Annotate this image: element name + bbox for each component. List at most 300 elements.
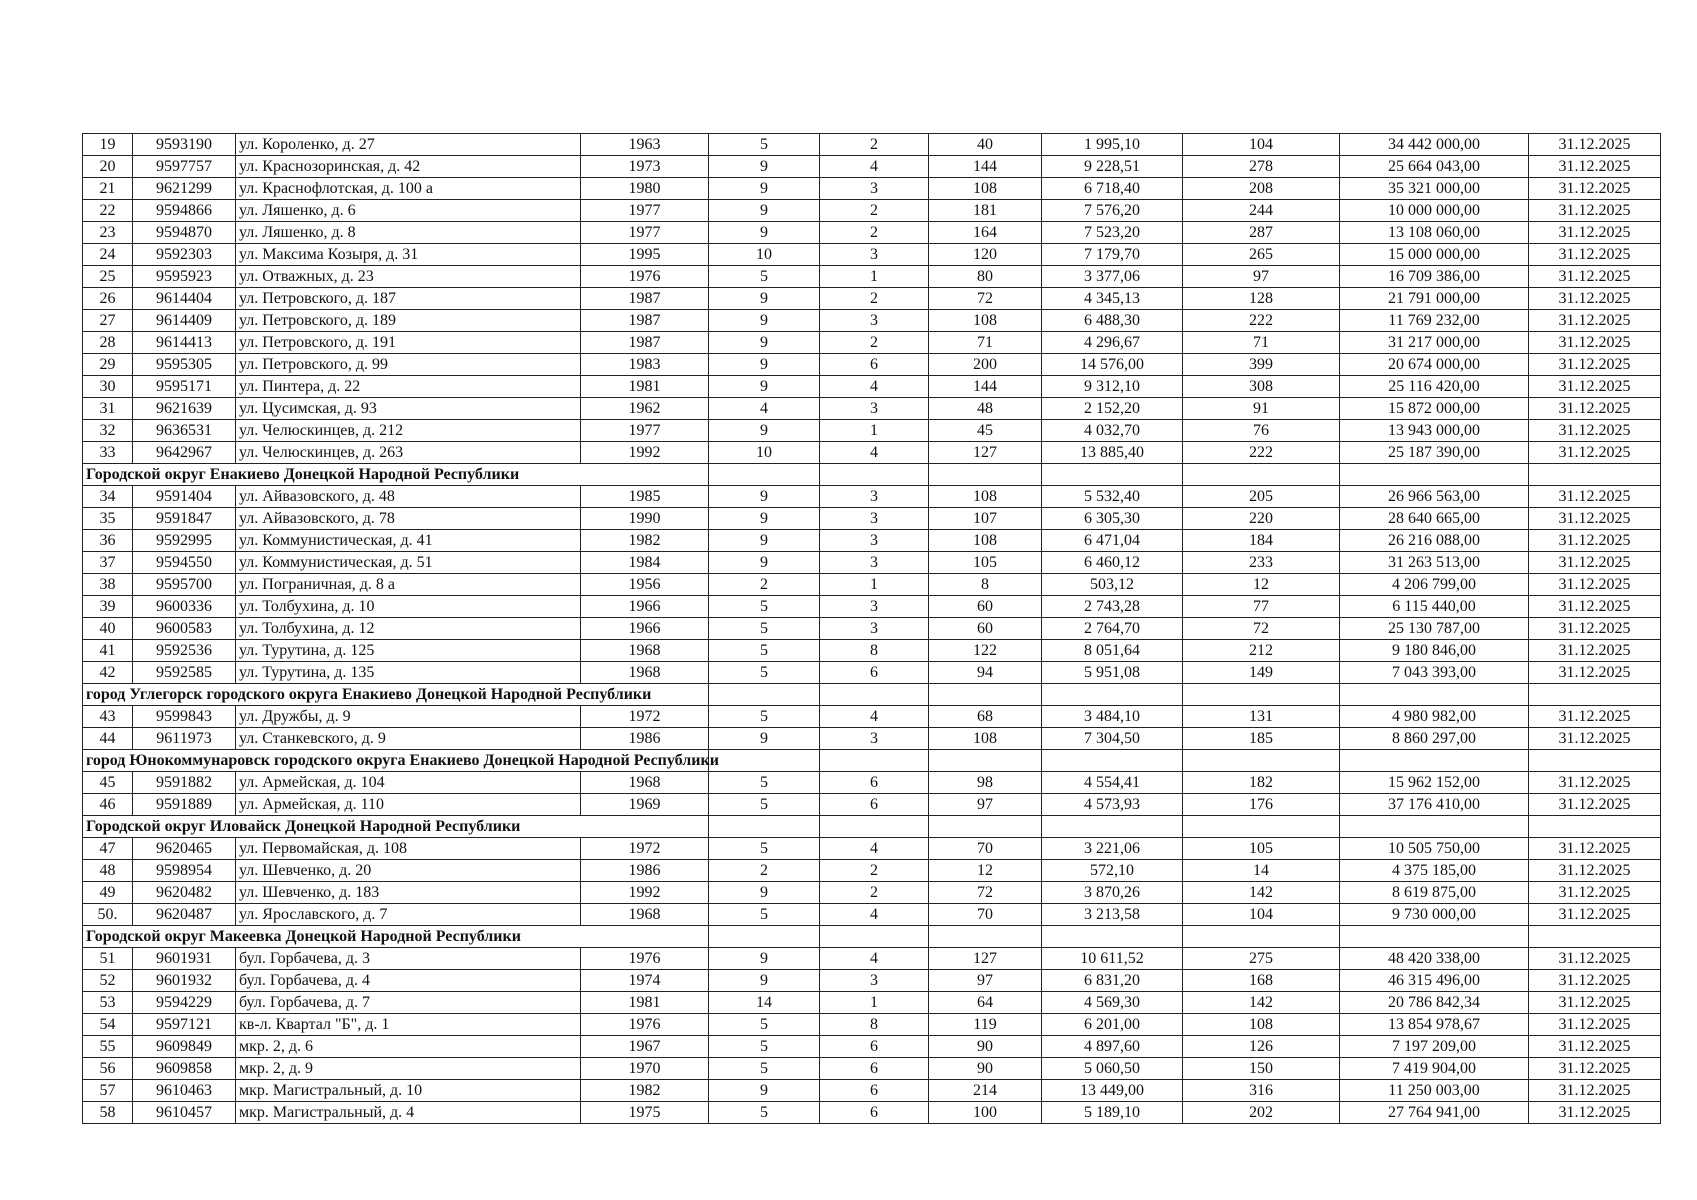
address-cell: ул. Турутина, д. 135 [236,662,581,684]
row-number-cell: 29 [83,354,133,376]
object-id-cell: 9620482 [133,882,236,904]
address-cell: ул. Первомайская, д. 108 [236,838,581,860]
residents-cell: 108 [1183,1014,1340,1036]
row-number-cell: 48 [83,860,133,882]
year-built-cell: 1992 [581,442,709,464]
empty-cell [929,816,1042,838]
address-cell: кв-л. Квартал "Б", д. 1 [236,1014,581,1036]
row-number-cell: 35 [83,508,133,530]
year-built-cell: 1990 [581,508,709,530]
empty-cell [1183,684,1340,706]
empty-cell [820,464,929,486]
deadline-cell: 31.12.2025 [1529,1102,1661,1124]
entrances-cell: 3 [820,486,929,508]
row-number-cell: 30 [83,376,133,398]
deadline-cell: 31.12.2025 [1529,1058,1661,1080]
address-cell: ул. Армейская, д. 104 [236,772,581,794]
section-header-row [83,464,1661,486]
apartments-cell: 90 [929,1036,1042,1058]
entrances-cell: 8 [820,640,929,662]
object-id-cell: 9600583 [133,618,236,640]
area-cell: 4 554,41 [1042,772,1183,794]
object-id-cell: 9609858 [133,1058,236,1080]
entrances-cell: 6 [820,1058,929,1080]
row-number-cell: 41 [83,640,133,662]
table-row [83,244,1661,266]
cost-cell: 15 872 000,00 [1340,398,1529,420]
address-cell: ул. Цусимская, д. 93 [236,398,581,420]
residents-cell: 104 [1183,904,1340,926]
row-number-cell: 58 [83,1102,133,1124]
entrances-cell: 4 [820,948,929,970]
apartments-cell: 97 [929,794,1042,816]
floors-cell: 5 [709,662,820,684]
row-number-cell: 40 [83,618,133,640]
empty-cell [929,750,1042,772]
object-id-cell: 9610457 [133,1102,236,1124]
deadline-cell: 31.12.2025 [1529,310,1661,332]
floors-cell: 9 [709,420,820,442]
housing-register-table [82,133,1661,1124]
apartments-cell: 71 [929,332,1042,354]
year-built-cell: 1986 [581,860,709,882]
cost-cell: 15 000 000,00 [1340,244,1529,266]
residents-cell: 182 [1183,772,1340,794]
cost-cell: 25 187 390,00 [1340,442,1529,464]
apartments-cell: 144 [929,376,1042,398]
empty-cell [820,816,929,838]
area-cell: 6 201,00 [1042,1014,1183,1036]
deadline-cell: 31.12.2025 [1529,882,1661,904]
table-row [83,332,1661,354]
residents-cell: 76 [1183,420,1340,442]
object-id-cell: 9595700 [133,574,236,596]
floors-cell: 9 [709,178,820,200]
empty-cell [709,750,820,772]
object-id-cell: 9597757 [133,156,236,178]
empty-cell [1529,926,1661,948]
entrances-cell: 4 [820,838,929,860]
year-built-cell: 1970 [581,1058,709,1080]
cost-cell: 16 709 386,00 [1340,266,1529,288]
table-row [83,904,1661,926]
cost-cell: 8 860 297,00 [1340,728,1529,750]
apartments-cell: 119 [929,1014,1042,1036]
address-cell: ул. Челюскинцев, д. 212 [236,420,581,442]
object-id-cell: 9621639 [133,398,236,420]
entrances-cell: 4 [820,376,929,398]
apartments-cell: 98 [929,772,1042,794]
object-id-cell: 9621299 [133,178,236,200]
address-cell: ул. Петровского, д. 99 [236,354,581,376]
year-built-cell: 1985 [581,486,709,508]
address-cell: ул. Айвазовского, д. 78 [236,508,581,530]
address-cell: ул. Толбухина, д. 10 [236,596,581,618]
floors-cell: 10 [709,442,820,464]
area-cell: 5 189,10 [1042,1102,1183,1124]
year-built-cell: 1987 [581,310,709,332]
apartments-cell: 90 [929,1058,1042,1080]
year-built-cell: 1977 [581,420,709,442]
row-number-cell: 34 [83,486,133,508]
empty-cell [820,750,929,772]
deadline-cell: 31.12.2025 [1529,376,1661,398]
row-number-cell: 43 [83,706,133,728]
empty-cell [929,464,1042,486]
area-cell: 5 951,08 [1042,662,1183,684]
cost-cell: 31 217 000,00 [1340,332,1529,354]
cost-cell: 37 176 410,00 [1340,794,1529,816]
entrances-cell: 1 [820,574,929,596]
address-cell: ул. Коммунистическая, д. 51 [236,552,581,574]
cost-cell: 13 854 978,67 [1340,1014,1529,1036]
table-row [83,860,1661,882]
apartments-cell: 108 [929,310,1042,332]
deadline-cell: 31.12.2025 [1529,332,1661,354]
floors-cell: 9 [709,376,820,398]
year-built-cell: 1966 [581,596,709,618]
object-id-cell: 9594866 [133,200,236,222]
row-number-cell: 36 [83,530,133,552]
floors-cell: 5 [709,596,820,618]
cost-cell: 26 216 088,00 [1340,530,1529,552]
year-built-cell: 1963 [581,134,709,156]
residents-cell: 244 [1183,200,1340,222]
cost-cell: 10 505 750,00 [1340,838,1529,860]
object-id-cell: 9620465 [133,838,236,860]
entrances-cell: 3 [820,970,929,992]
floors-cell: 9 [709,728,820,750]
floors-cell: 5 [709,618,820,640]
area-cell: 4 897,60 [1042,1036,1183,1058]
residents-cell: 208 [1183,178,1340,200]
object-id-cell: 9591882 [133,772,236,794]
deadline-cell: 31.12.2025 [1529,596,1661,618]
deadline-cell: 31.12.2025 [1529,508,1661,530]
entrances-cell: 2 [820,332,929,354]
section-title: город Юнокоммунаровск городского округа Енакиево Донецкой Народной Республики [83,750,709,772]
row-number-cell: 32 [83,420,133,442]
floors-cell: 5 [709,794,820,816]
apartments-cell: 181 [929,200,1042,222]
residents-cell: 202 [1183,1102,1340,1124]
apartments-cell: 144 [929,156,1042,178]
floors-cell: 5 [709,266,820,288]
area-cell: 5 532,40 [1042,486,1183,508]
table-row [83,794,1661,816]
residents-cell: 72 [1183,618,1340,640]
deadline-cell: 31.12.2025 [1529,156,1661,178]
object-id-cell: 9591404 [133,486,236,508]
entrances-cell: 4 [820,156,929,178]
row-number-cell: 28 [83,332,133,354]
floors-cell: 5 [709,904,820,926]
object-id-cell: 9597121 [133,1014,236,1036]
area-cell: 13 449,00 [1042,1080,1183,1102]
area-cell: 3 870,26 [1042,882,1183,904]
apartments-cell: 70 [929,904,1042,926]
entrances-cell: 3 [820,178,929,200]
entrances-cell: 6 [820,772,929,794]
residents-cell: 150 [1183,1058,1340,1080]
empty-cell [1183,464,1340,486]
entrances-cell: 2 [820,860,929,882]
section-header-row [83,926,1661,948]
year-built-cell: 1972 [581,838,709,860]
apartments-cell: 108 [929,178,1042,200]
section-title: Городской округ Енакиево Донецкой Народной Республики [83,464,709,486]
row-number-cell: 27 [83,310,133,332]
floors-cell: 10 [709,244,820,266]
address-cell: мкр. 2, д. 9 [236,1058,581,1080]
apartments-cell: 108 [929,486,1042,508]
table-row [83,552,1661,574]
area-cell: 8 051,64 [1042,640,1183,662]
row-number-cell: 52 [83,970,133,992]
area-cell: 3 221,06 [1042,838,1183,860]
entrances-cell: 3 [820,508,929,530]
floors-cell: 9 [709,970,820,992]
deadline-cell: 31.12.2025 [1529,728,1661,750]
row-number-cell: 24 [83,244,133,266]
entrances-cell: 2 [820,222,929,244]
deadline-cell: 31.12.2025 [1529,244,1661,266]
empty-cell [820,684,929,706]
deadline-cell: 31.12.2025 [1529,398,1661,420]
floors-cell: 5 [709,134,820,156]
floors-cell: 9 [709,486,820,508]
object-id-cell: 9599843 [133,706,236,728]
deadline-cell: 31.12.2025 [1529,618,1661,640]
address-cell: ул. Максима Козыря, д. 31 [236,244,581,266]
deadline-cell: 31.12.2025 [1529,134,1661,156]
empty-cell [1529,684,1661,706]
row-number-cell: 51 [83,948,133,970]
entrances-cell: 4 [820,442,929,464]
year-built-cell: 1976 [581,1014,709,1036]
object-id-cell: 9614404 [133,288,236,310]
residents-cell: 126 [1183,1036,1340,1058]
cost-cell: 28 640 665,00 [1340,508,1529,530]
entrances-cell: 3 [820,618,929,640]
object-id-cell: 9595171 [133,376,236,398]
address-cell: бул. Горбачева, д. 4 [236,970,581,992]
section-header-row [83,816,1661,838]
cost-cell: 4 206 799,00 [1340,574,1529,596]
table-row [83,530,1661,552]
area-cell: 3 213,58 [1042,904,1183,926]
table-row [83,1080,1661,1102]
year-built-cell: 1982 [581,1080,709,1102]
year-built-cell: 1987 [581,332,709,354]
row-number-cell: 31 [83,398,133,420]
cost-cell: 8 619 875,00 [1340,882,1529,904]
row-number-cell: 55 [83,1036,133,1058]
empty-cell [1183,926,1340,948]
empty-cell [709,816,820,838]
residents-cell: 185 [1183,728,1340,750]
area-cell: 2 152,20 [1042,398,1183,420]
apartments-cell: 100 [929,1102,1042,1124]
cost-cell: 35 321 000,00 [1340,178,1529,200]
object-id-cell: 9591889 [133,794,236,816]
floors-cell: 5 [709,640,820,662]
table-row [83,420,1661,442]
object-id-cell: 9592585 [133,662,236,684]
row-number-cell: 20 [83,156,133,178]
entrances-cell: 3 [820,244,929,266]
section-title: город Углегорск городского округа Енакиево Донецкой Народной Республики [83,684,709,706]
floors-cell: 9 [709,552,820,574]
year-built-cell: 1967 [581,1036,709,1058]
entrances-cell: 3 [820,596,929,618]
row-number-cell: 33 [83,442,133,464]
year-built-cell: 1983 [581,354,709,376]
floors-cell: 5 [709,1102,820,1124]
empty-cell [1340,750,1529,772]
cost-cell: 31 263 513,00 [1340,552,1529,574]
row-number-cell: 54 [83,1014,133,1036]
apartments-cell: 70 [929,838,1042,860]
cost-cell: 25 664 043,00 [1340,156,1529,178]
residents-cell: 12 [1183,574,1340,596]
floors-cell: 9 [709,508,820,530]
area-cell: 4 296,67 [1042,332,1183,354]
year-built-cell: 1976 [581,948,709,970]
floors-cell: 9 [709,156,820,178]
apartments-cell: 12 [929,860,1042,882]
year-built-cell: 1968 [581,904,709,926]
table-row [83,508,1661,530]
apartments-cell: 164 [929,222,1042,244]
residents-cell: 14 [1183,860,1340,882]
object-id-cell: 9614409 [133,310,236,332]
table-row [83,1036,1661,1058]
floors-cell: 2 [709,574,820,596]
address-cell: мкр. Магистральный, д. 4 [236,1102,581,1124]
area-cell: 7 179,70 [1042,244,1183,266]
address-cell: ул. Станкевского, д. 9 [236,728,581,750]
residents-cell: 308 [1183,376,1340,398]
cost-cell: 7 419 904,00 [1340,1058,1529,1080]
entrances-cell: 1 [820,420,929,442]
object-id-cell: 9594870 [133,222,236,244]
object-id-cell: 9611973 [133,728,236,750]
area-cell: 4 032,70 [1042,420,1183,442]
residents-cell: 91 [1183,398,1340,420]
address-cell: ул. Ляшенко, д. 8 [236,222,581,244]
empty-cell [709,926,820,948]
object-id-cell: 9593190 [133,134,236,156]
empty-cell [1529,464,1661,486]
object-id-cell: 9594229 [133,992,236,1014]
area-cell: 572,10 [1042,860,1183,882]
residents-cell: 128 [1183,288,1340,310]
deadline-cell: 31.12.2025 [1529,486,1661,508]
object-id-cell: 9592536 [133,640,236,662]
year-built-cell: 1980 [581,178,709,200]
year-built-cell: 1992 [581,882,709,904]
year-built-cell: 1984 [581,552,709,574]
deadline-cell: 31.12.2025 [1529,420,1661,442]
area-cell: 6 488,30 [1042,310,1183,332]
address-cell: ул. Пинтера, д. 22 [236,376,581,398]
floors-cell: 9 [709,222,820,244]
row-number-cell: 45 [83,772,133,794]
table-row [83,772,1661,794]
address-cell: ул. Петровского, д. 187 [236,288,581,310]
cost-cell: 13 108 060,00 [1340,222,1529,244]
apartments-cell: 105 [929,552,1042,574]
entrances-cell: 4 [820,904,929,926]
entrances-cell: 4 [820,706,929,728]
entrances-cell: 1 [820,266,929,288]
address-cell: ул. Краснофлотская, д. 100 а [236,178,581,200]
deadline-cell: 31.12.2025 [1529,706,1661,728]
area-cell: 503,12 [1042,574,1183,596]
apartments-cell: 64 [929,992,1042,1014]
row-number-cell: 46 [83,794,133,816]
address-cell: мкр. 2, д. 6 [236,1036,581,1058]
apartments-cell: 122 [929,640,1042,662]
table-row [83,596,1661,618]
table-row [83,156,1661,178]
deadline-cell: 31.12.2025 [1529,288,1661,310]
area-cell: 3 377,06 [1042,266,1183,288]
deadline-cell: 31.12.2025 [1529,970,1661,992]
address-cell: ул. Коммунистическая, д. 41 [236,530,581,552]
object-id-cell: 9598954 [133,860,236,882]
floors-cell: 5 [709,838,820,860]
cost-cell: 11 769 232,00 [1340,310,1529,332]
table-row [83,178,1661,200]
residents-cell: 399 [1183,354,1340,376]
object-id-cell: 9601932 [133,970,236,992]
cost-cell: 11 250 003,00 [1340,1080,1529,1102]
cost-cell: 20 674 000,00 [1340,354,1529,376]
residents-cell: 222 [1183,442,1340,464]
object-id-cell: 9595305 [133,354,236,376]
table-row [83,640,1661,662]
cost-cell: 10 000 000,00 [1340,200,1529,222]
table-row [83,442,1661,464]
table-row [83,970,1661,992]
cost-cell: 9 730 000,00 [1340,904,1529,926]
cost-cell: 21 791 000,00 [1340,288,1529,310]
address-cell: ул. Отважных, д. 23 [236,266,581,288]
object-id-cell: 9592303 [133,244,236,266]
deadline-cell: 31.12.2025 [1529,838,1661,860]
entrances-cell: 2 [820,882,929,904]
deadline-cell: 31.12.2025 [1529,904,1661,926]
table-row [83,200,1661,222]
table-row [83,662,1661,684]
area-cell: 7 523,20 [1042,222,1183,244]
year-built-cell: 1956 [581,574,709,596]
address-cell: ул. Челюскинцев, д. 263 [236,442,581,464]
area-cell: 1 995,10 [1042,134,1183,156]
apartments-cell: 120 [929,244,1042,266]
area-cell: 4 573,93 [1042,794,1183,816]
floors-cell: 5 [709,706,820,728]
cost-cell: 7 197 209,00 [1340,1036,1529,1058]
empty-cell [1183,750,1340,772]
year-built-cell: 1966 [581,618,709,640]
residents-cell: 184 [1183,530,1340,552]
cost-cell: 27 764 941,00 [1340,1102,1529,1124]
entrances-cell: 6 [820,662,929,684]
residents-cell: 205 [1183,486,1340,508]
